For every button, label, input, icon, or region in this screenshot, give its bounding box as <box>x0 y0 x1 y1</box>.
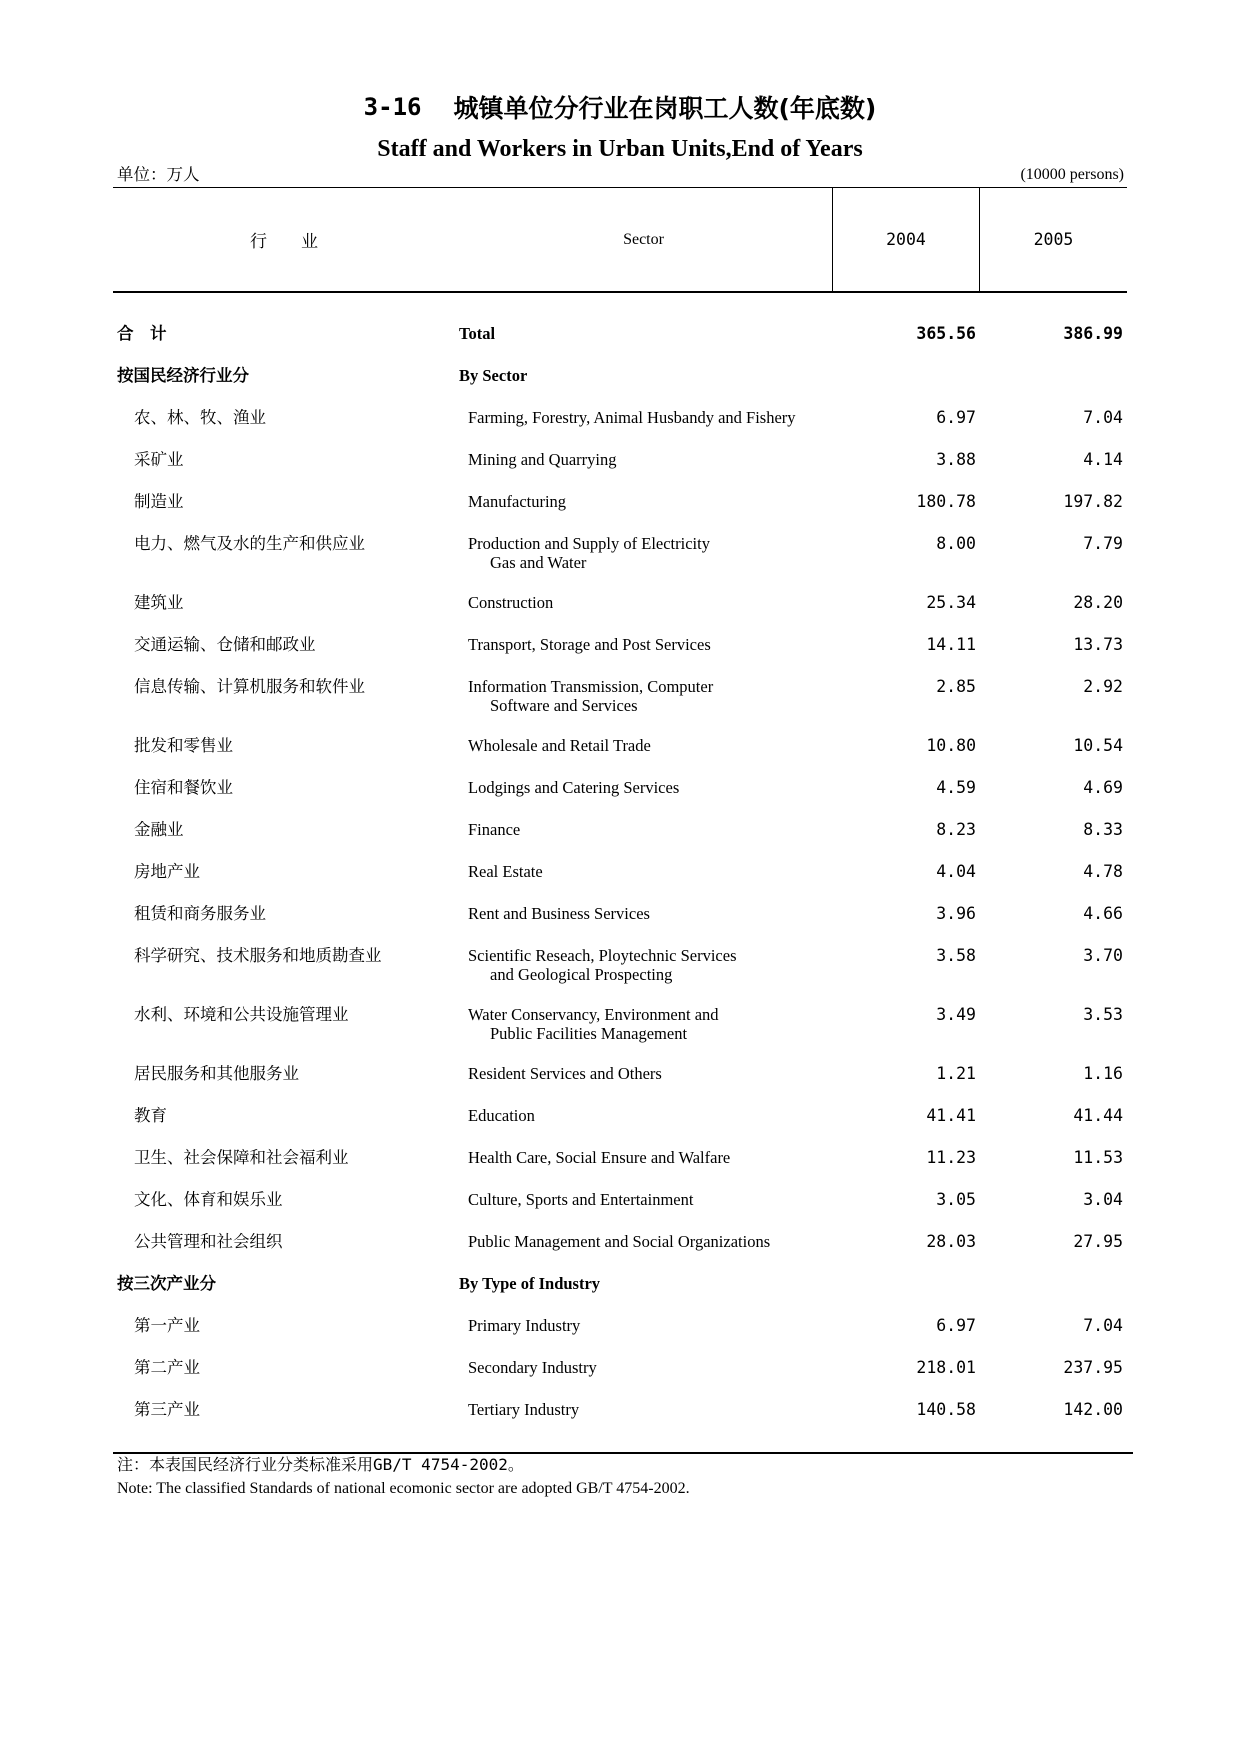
value-2004: 3.58 <box>936 946 976 965</box>
row-label-zh: 房地产业 <box>134 862 200 881</box>
row-label-zh: 卫生、社会保障和社会福利业 <box>134 1148 349 1167</box>
row-label-en <box>455 1005 833 1053</box>
table-header <box>113 187 1127 293</box>
row-label-zh: 制造业 <box>134 492 184 511</box>
row-label-en: Lodgings and Catering Services <box>468 778 680 797</box>
table-row-secondary-industry <box>113 1347 1127 1389</box>
footnote-zh <box>117 1455 524 1476</box>
row-label-zh: 交通运输、仓储和邮政业 <box>134 635 316 654</box>
row-label-zh: 合 计 <box>117 324 167 343</box>
row-label-en: Tertiary Industry <box>468 1400 580 1419</box>
table-row-farming <box>113 397 1127 439</box>
value-2005: 7.04 <box>1083 1316 1123 1335</box>
row-label-zh: 电力、燃气及水的生产和供应业 <box>134 534 365 553</box>
row-label-zh: 教育 <box>134 1106 167 1125</box>
row-label-en: Resident Services and Others <box>468 1064 662 1083</box>
value-2005: 386.99 <box>1063 324 1123 343</box>
footnote-en: Note: The classified Standards of national ecomonic sector are adopted GB/T 4754-2002. <box>117 1480 690 1497</box>
table-row-tertiary-industry <box>113 1389 1127 1431</box>
footnote-zh-standard-code: GB/T 4754-2002。 <box>373 1455 524 1474</box>
row-label-zh: 农、林、牧、渔业 <box>134 408 266 427</box>
table-title-zh <box>0 92 1240 122</box>
table-row-electricity <box>113 523 1127 582</box>
value-2004: 218.01 <box>916 1358 976 1377</box>
table-row-total <box>113 313 1127 355</box>
row-label-en: Manufacturing <box>468 492 567 511</box>
row-label-en-line2: Gas and Water <box>490 553 587 572</box>
row-label-en: Farming, Forestry, Animal Husbandy and Fishery <box>468 408 796 427</box>
row-label-en: Secondary Industry <box>468 1358 597 1377</box>
row-label-zh: 住宿和餐饮业 <box>134 778 233 797</box>
row-label-zh: 第一产业 <box>134 1316 200 1335</box>
row-label-zh: 文化、体育和娱乐业 <box>134 1190 283 1209</box>
value-2004: 3.05 <box>936 1190 976 1209</box>
value-2005: 4.14 <box>1083 450 1123 469</box>
row-label-zh: 信息传输、计算机服务和软件业 <box>134 677 365 696</box>
header-year-2005: 2005 <box>1033 230 1074 249</box>
row-label-en: Rent and Business Services <box>468 904 650 923</box>
table-bottom-rule <box>113 1452 1133 1454</box>
value-2004: 3.96 <box>936 904 976 923</box>
value-2005: 27.95 <box>1073 1232 1123 1251</box>
table-row-mining <box>113 439 1127 481</box>
value-2004: 41.41 <box>926 1106 976 1125</box>
table-row-construction <box>113 582 1127 624</box>
row-label-en: Real Estate <box>468 862 543 881</box>
table-row-health-care <box>113 1137 1127 1179</box>
row-label-en: Health Care, Social Ensure and Walfare <box>468 1148 731 1167</box>
value-2005: 4.69 <box>1083 778 1123 797</box>
table-row-water-conservancy <box>113 994 1127 1053</box>
value-2004: 6.97 <box>936 1316 976 1335</box>
row-label-en-line1: Information Transmission, Computer <box>468 677 714 696</box>
value-2004: 4.04 <box>936 862 976 881</box>
row-label-en-line2: Public Facilities Management <box>490 1024 688 1043</box>
value-2005: 3.04 <box>1083 1190 1123 1209</box>
section-header-by-sector <box>113 355 1127 397</box>
value-2005: 7.04 <box>1083 408 1123 427</box>
value-2004: 8.23 <box>936 820 976 839</box>
value-2005: 3.70 <box>1083 946 1123 965</box>
table-number: 3-16 <box>363 93 422 121</box>
row-label-zh: 第三产业 <box>134 1400 200 1419</box>
header-year-2004: 2004 <box>833 188 980 291</box>
section-label-en: By Sector <box>459 366 528 385</box>
value-2004: 28.03 <box>926 1232 976 1251</box>
row-label-en-line1: Scientific Reseach, Ploytechnic Services <box>468 946 737 965</box>
row-label-zh: 居民服务和其他服务业 <box>134 1064 299 1083</box>
value-2004: 140.58 <box>916 1400 976 1419</box>
table-row-real-estate <box>113 851 1127 893</box>
value-2005: 28.20 <box>1073 593 1123 612</box>
row-label-zh: 水利、环境和公共设施管理业 <box>134 1005 349 1024</box>
row-label-en: Primary Industry <box>468 1316 581 1335</box>
value-2005: 7.79 <box>1083 534 1123 553</box>
table-row-information <box>113 666 1127 725</box>
row-label-zh: 金融业 <box>134 820 184 839</box>
value-2004: 2.85 <box>936 677 976 696</box>
row-label-en: Transport, Storage and Post Services <box>468 635 711 654</box>
section-label-zh: 按国民经济行业分 <box>117 366 249 385</box>
value-2005: 2.92 <box>1083 677 1123 696</box>
table-row-manufacturing <box>113 481 1127 523</box>
row-label-en: Public Management and Social Organizations <box>468 1232 771 1251</box>
row-label-en: Total <box>459 324 496 343</box>
value-2005: 4.66 <box>1083 904 1123 923</box>
value-2004: 6.97 <box>936 408 976 427</box>
table-row-transport <box>113 624 1127 666</box>
value-2005: 11.53 <box>1073 1148 1123 1167</box>
table-row-lodgings <box>113 767 1127 809</box>
row-label-en: Finance <box>468 820 521 839</box>
value-2004: 180.78 <box>916 492 976 511</box>
row-label-en-line2: and Geological Prospecting <box>490 965 673 984</box>
row-label-zh: 采矿业 <box>134 450 184 469</box>
value-2004: 4.59 <box>936 778 976 797</box>
value-2004: 10.80 <box>926 736 976 755</box>
table-row-primary-industry <box>113 1305 1127 1347</box>
table-row-resident-services <box>113 1053 1127 1095</box>
value-2004: 365.56 <box>916 324 976 343</box>
table-row-scientific <box>113 935 1127 994</box>
table-body <box>113 313 1127 1431</box>
table-row-education <box>113 1095 1127 1137</box>
row-label-zh: 科学研究、技术服务和地质勘查业 <box>134 946 382 965</box>
value-2005: 13.73 <box>1073 635 1123 654</box>
table-row-culture <box>113 1179 1127 1221</box>
section-label-en: By Type of Industry <box>459 1274 601 1293</box>
value-2004: 14.11 <box>926 635 976 654</box>
value-2004: 11.23 <box>926 1148 976 1167</box>
table-title-en: Staff and Workers in Urban Units,End of Years <box>377 136 863 162</box>
value-2005: 10.54 <box>1073 736 1123 755</box>
value-2005: 41.44 <box>1073 1106 1123 1125</box>
unit-label-en: (10000 persons) <box>1020 166 1124 183</box>
table-title-zh-text: 城镇单位分行业在岗职工人数(年底数) <box>453 94 877 123</box>
value-2005: 237.95 <box>1063 1358 1123 1377</box>
unit-label-zh: 单位：万人 <box>117 165 200 184</box>
value-2005: 142.00 <box>1063 1400 1123 1419</box>
table-row-finance <box>113 809 1127 851</box>
row-label-en <box>455 677 833 725</box>
row-label-en: Education <box>468 1106 535 1125</box>
row-label-en-line1: Production and Supply of Electricity <box>468 534 710 553</box>
row-label-en: Culture, Sports and Entertainment <box>468 1190 694 1209</box>
section-label-zh: 按三次产业分 <box>117 1274 216 1293</box>
row-label-en: Mining and Quarrying <box>468 450 617 469</box>
section-header-by-type-of-industry <box>113 1263 1127 1305</box>
value-2004: 25.34 <box>926 593 976 612</box>
value-2004: 3.88 <box>936 450 976 469</box>
row-label-en: Wholesale and Retail Trade <box>468 736 651 755</box>
value-2004: 8.00 <box>936 534 976 553</box>
header-sector-en: Sector <box>455 188 833 291</box>
row-label-zh: 公共管理和社会组织 <box>134 1232 283 1251</box>
row-label-en: Construction <box>468 593 554 612</box>
table-row-rent <box>113 893 1127 935</box>
value-2005: 4.78 <box>1083 862 1123 881</box>
row-label-zh: 建筑业 <box>134 593 184 612</box>
row-label-en <box>455 534 833 582</box>
table-row-wholesale <box>113 725 1127 767</box>
row-label-en-line1: Water Conservancy, Environment and <box>468 1005 719 1024</box>
value-2005: 3.53 <box>1083 1005 1123 1024</box>
row-label-zh: 第二产业 <box>134 1358 200 1377</box>
value-2004: 1.21 <box>936 1064 976 1083</box>
value-2004: 3.49 <box>936 1005 976 1024</box>
value-2005: 197.82 <box>1063 492 1123 511</box>
value-2005: 1.16 <box>1083 1064 1123 1083</box>
table-row-public-management <box>113 1221 1127 1263</box>
value-2005: 8.33 <box>1083 820 1123 839</box>
header-industry-zh: 行 业 <box>250 232 318 251</box>
row-label-zh: 批发和零售业 <box>134 736 233 755</box>
row-label-en-line2: Software and Services <box>490 696 638 715</box>
row-label-en <box>455 946 833 994</box>
row-label-zh: 租赁和商务服务业 <box>134 904 266 923</box>
footnote-zh-text: 注：本表国民经济行业分类标准采用 <box>117 1457 374 1474</box>
